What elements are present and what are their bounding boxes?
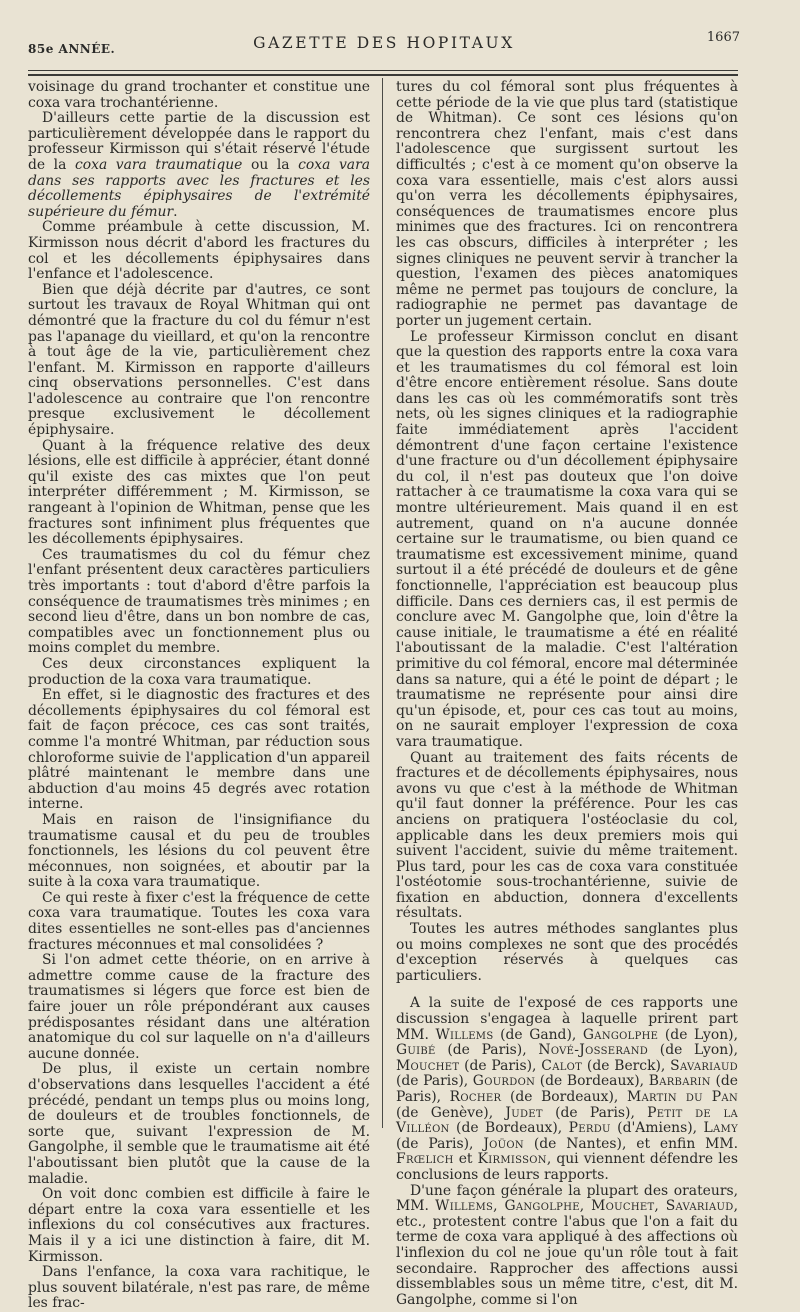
paragraph: Quant à la fréquence relative des deux lésions, elle est difficile à apprécier, étant donné qu'il existe des cas mixtes que l'on peut interpréter différemment ; M. Kirmisson, se rangeant à l'opinion de Whitman, pense que les fractures sont infiniment plus fréquentes que les décollements épiphysaires. xyxy=(28,437,370,548)
paragraph: Toutes les autres méthodes sanglantes plus ou moins complexes ne sont que des procédés d'exception réservés à quelques cas particuliers. xyxy=(396,921,738,984)
paragraph: A la suite de l'exposé de ces rapports une discussion s'engagea à laquelle prirent part MM. Willems (de Gand), Gangolphe (de Lyon), Guibé (de Paris), Nové-Josserand (de Lyon), Mouchet (de Paris), Calot (de Berck), Savariaud (de Paris), Gourdon (de Bordeaux), Barbarin (de Paris), Rocher (de Bordeaux), Martin du Pan (de Genève), Judet (de Paris), Petit de la Villéon (de Bordeaux), Perdu (d'Amiens), Lamy (de Paris), Joüon (de Nantes), et enfin MM. Frœlich et Kirmisson, qui viennent défendre les conclusions de leurs rapports. xyxy=(396,995,738,1183)
paragraph: Mais en raison de l'insignifiance du traumatisme causal et du peu de troubles fonctionnels, les lésions du col peuvent être méconnues, non soignées, et aboutir par la suite à la coxa vara traumatique. xyxy=(28,811,370,891)
header-rule-thin xyxy=(28,70,738,71)
page-number: 1667 xyxy=(706,30,740,45)
paragraph: Ce qui reste à fixer c'est la fréquence de cette coxa vara traumatique. Toutes les coxa vara dites essentielles ne sont-elles pas d'anciennes fractures méconnues et mal consolidées ? xyxy=(28,889,370,953)
journal-title: GAZETTE DES HOPITAUX xyxy=(253,34,515,52)
paragraph: D'ailleurs cette partie de la discussion est particulièrement développée dans le rapport du professeur Kirmisson qui s'était réservé l'étude de la coxa vara traumatique ou la coxa vara dans ses rapports avec les fractures et les décollements épiphysaires de l'extrémité supérieure du fémur. xyxy=(28,110,370,220)
column-divider xyxy=(382,78,383,1128)
left-column xyxy=(28,80,370,1312)
paragraph: voisinage du grand trochanter et constitue une coxa vara trochantérienne. xyxy=(28,79,370,111)
paragraph: Ces deux circonstances expliquent la production de la coxa vara traumatique. xyxy=(28,655,370,688)
paragraph: On voit donc combien est difficile à faire le départ entre la coxa vara essentielle et les inflexions du col consécutives aux fractures. Mais il y a ici une distinction à faire, dit M. Kirmisson. xyxy=(28,1186,370,1265)
paragraph: Quant au traitement des faits récents de fractures et de décollements épiphysaires, nous avons vu que c'est à la méthode de Whitman qu'il faut donner la préférence. Pour les cas anciens on pratiquera l'ostéoclasie du col, applicable dans les deux premiers mois qui suivent l'accident, suivie du même traitement. Plus tard, pour les cas de coxa vara constituée l'ostéotomie sous-trochantérienne, suivie de fixation en abduction, donnera d'excellents résultats. xyxy=(396,749,738,922)
page-header xyxy=(28,30,740,60)
right-column xyxy=(396,80,738,1308)
paragraph: tures du col fémoral sont plus fréquentes à cette période de la vie que plus tard (statistique de Whitman). Ce sont ces lésions qu'on rencontrera chez l'enfant, mais c'est dans l'adolescence que surgissent surtout les difficultés ; c'est à ce moment qu'on observe la coxa vara essentielle, mais c'est alors aussi qu'on verra les décollements épiphysaires, conséquences de traumatismes encore plus minimes que des fractures. Ici on rencontrera les cas obscurs, difficiles à interpréter ; les signes cliniques ne peuvent servir à trancher la question, l'examen des pièces anatomiques même ne permet pas toujours de conclure, la radiographie ne permet pas davantage de porter un jugement certain. xyxy=(396,79,738,329)
paragraph: Bien que déjà décrite par d'autres, ce sont surtout les travaux de Royal Whitman qui ont démontré que la fracture du col du fémur n'est pas l'apanage du vieillard, et qu'on la rencontre à tout âge de la vie, particulièrement chez l'enfant. M. Kirmisson en rapporte d'ailleurs cinq observations personnelles. C'est dans l'adolescence au contraire que l'on rencontre presque exclusivement le décollement épiphysaire. xyxy=(28,281,370,439)
year-label: 85e ANNÉE. xyxy=(28,42,116,56)
paragraph: Dans l'enfance, la coxa vara rachitique, le plus souvent bilatérale, n'est pas rare, de même les frac- xyxy=(28,1264,370,1312)
paragraph: De plus, il existe un certain nombre d'observations dans lesquelles l'accident a été précédé, pendant un temps plus ou moins long, de douleurs et de troubles fonctionnels, de sorte que, suivant l'expression de M. Gangolphe, il semble que le traumatisme ait été l'aboutissant bien plutôt que la cause de la maladie. xyxy=(28,1061,370,1187)
paragraph: Le professeur Kirmisson conclut en disant que la question des rapports entre la coxa vara et les traumatismes du col fémoral est loin d'être encore entièrement résolue. Sans doute dans les cas où les commémoratifs sont très nets, où les signes cliniques et la radiographie faite immédiatement après l'accident démontrent d'une façon certaine l'existence d'une fracture ou d'un décollement épiphysaire du col, il n'est pas douteux que l'on doive rattacher à ce traumatisme la coxa vara qui se montre ultérieurement. Mais quand il en est autrement, quand on n'a aucune donnée certaine sur le traumatisme, ou bien quand ce traumatisme est excessivement minime, quand surtout il a été précédé de douleurs et de gêne fonctionnelle, l'appréciation est beaucoup plus difficile. Dans ces derniers cas, il est permis de conclure avec M. Gangolphe que, loin d'être la cause initiale, le traumatisme a été en réalité l'aboutissant de la maladie. C'est l'altération primitive du col fémoral, encore mal déterminée dans sa nature, qui a été le point de départ ; le traumatisme ne représente pour ainsi dire qu'un épisode, et, pour ces cas tout au moins, on ne saurait employer l'expression de coxa vara traumatique. xyxy=(396,328,738,750)
paragraph: Si l'on admet cette théorie, on en arrive à admettre comme cause de la fracture des traumatismes si légers que force est bien de faire jouer un rôle prépondérant aux causes prédisposantes résidant dans une altération anatomique du col sur laquelle on n'a d'ailleurs aucune donnée. xyxy=(28,952,370,1062)
header-rule-thick xyxy=(28,74,738,76)
paragraph: Ces traumatismes du col du fémur chez l'enfant présentent deux caractères particuliers très importants : tout d'abord d'être parfois la conséquence de traumatismes très minimes ; en second lieu d'être, dans un bon nombre de cas, compatibles avec un fonctionnement plus ou moins complet du membre. xyxy=(28,546,370,657)
paragraph: D'une façon générale la plupart des orateurs, MM. Willems, Gangolphe, Mouchet, Savariaud, etc., protestent contre l'abus que l'on a fait du terme de coxa vara appliqué à des affections où l'inflexion du col ne joue qu'un rôle tout à fait secondaire. Rapprocher des affections aussi dissemblables sous un même titre, c'est, dit M. Gangolphe, comme si l'on xyxy=(396,1182,738,1308)
paragraph: En effet, si le diagnostic des fractures et des décollements épiphysaires du col fémoral est fait de façon précoce, ces cas sont traités, comme l'a montré Whitman, par réduction sous chloroforme suivie de l'application d'un appareil plâtré maintenant le membre dans une abduction d'au moins 45 degrés avec rotation interne. xyxy=(28,687,370,813)
paragraph: Comme préambule à cette discussion, M. Kirmisson nous décrit d'abord les fractures du col et les décollements épiphysaires dans l'enfance et l'adolescence. xyxy=(28,219,370,283)
